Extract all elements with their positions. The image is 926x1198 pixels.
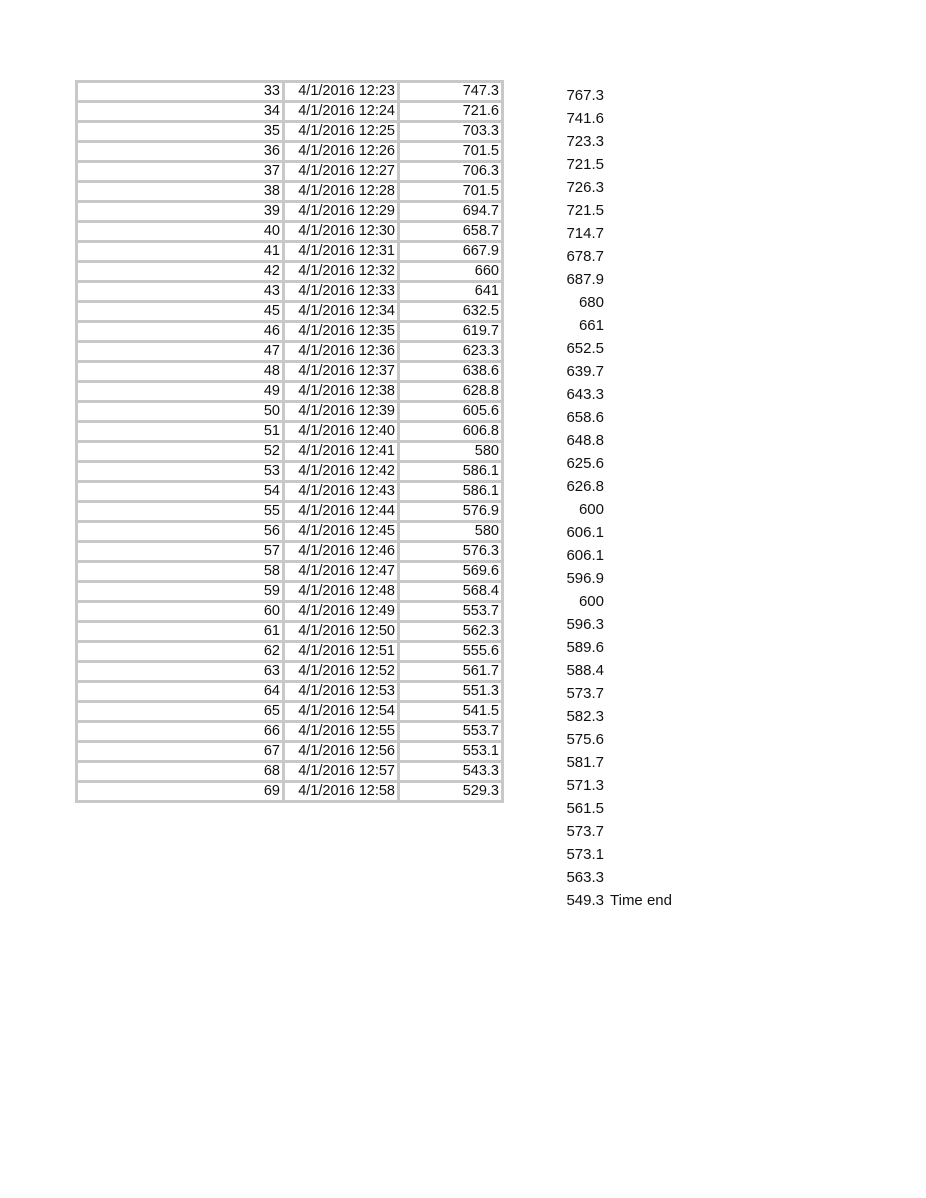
timestamp-cell: 4/1/2016 12:57 [284, 762, 399, 782]
adjusted-row [566, 682, 672, 705]
row-id-cell: 48 [77, 362, 284, 382]
adjusted-row [566, 84, 672, 107]
data-table [75, 80, 504, 803]
adjusted-value: 687.9 [566, 271, 604, 288]
value-cell: 529.3 [399, 782, 503, 802]
row-id-cell: 42 [77, 262, 284, 282]
adjusted-row [566, 314, 672, 337]
timestamp-cell: 4/1/2016 12:30 [284, 222, 399, 242]
adjusted-value: 596.9 [566, 570, 604, 587]
table-row [77, 382, 503, 402]
value-cell: 568.4 [399, 582, 503, 602]
adjusted-value: 581.7 [566, 754, 604, 771]
value-cell: 576.9 [399, 502, 503, 522]
adjusted-value: 573.7 [566, 685, 604, 702]
row-id-cell: 58 [77, 562, 284, 582]
row-id-cell: 45 [77, 302, 284, 322]
timestamp-cell: 4/1/2016 12:49 [284, 602, 399, 622]
adjusted-value: 723.3 [566, 133, 604, 150]
adjusted-value: 626.8 [566, 478, 604, 495]
row-id-cell: 53 [77, 462, 284, 482]
adjusted-row [566, 774, 672, 797]
row-id-cell: 34 [77, 102, 284, 122]
adjusted-row [566, 636, 672, 659]
value-cell: 667.9 [399, 242, 503, 262]
adjusted-value: 573.7 [566, 823, 604, 840]
table-row [77, 642, 503, 662]
table-row [77, 442, 503, 462]
row-id-cell: 56 [77, 522, 284, 542]
adjusted-row [566, 383, 672, 406]
timestamp-cell: 4/1/2016 12:31 [284, 242, 399, 262]
adjusted-value: 726.3 [566, 179, 604, 196]
adjusted-value: 582.3 [566, 708, 604, 725]
row-id-cell: 41 [77, 242, 284, 262]
row-id-cell: 47 [77, 342, 284, 362]
adjusted-row [566, 820, 672, 843]
adjusted-row [566, 222, 672, 245]
value-cell: 553.7 [399, 602, 503, 622]
value-cell: 551.3 [399, 682, 503, 702]
timestamp-cell: 4/1/2016 12:39 [284, 402, 399, 422]
timestamp-cell: 4/1/2016 12:52 [284, 662, 399, 682]
value-cell: 562.3 [399, 622, 503, 642]
row-id-cell: 38 [77, 182, 284, 202]
adjusted-value: 588.4 [566, 662, 604, 679]
adjusted-row [566, 291, 672, 314]
row-id-cell: 57 [77, 542, 284, 562]
table-row [77, 602, 503, 622]
adjusted-value: 721.5 [566, 156, 604, 173]
adjusted-row [566, 475, 672, 498]
table-row [77, 542, 503, 562]
adjusted-row [566, 199, 672, 222]
timestamp-cell: 4/1/2016 12:48 [284, 582, 399, 602]
table-row [77, 402, 503, 422]
value-cell: 543.3 [399, 762, 503, 782]
timestamp-cell: 4/1/2016 12:58 [284, 782, 399, 802]
table-row [77, 222, 503, 242]
table-row [77, 562, 503, 582]
value-cell: 606.8 [399, 422, 503, 442]
adjusted-row [566, 705, 672, 728]
adjusted-row [566, 360, 672, 383]
row-id-cell: 35 [77, 122, 284, 142]
adjusted-value: 678.7 [566, 248, 604, 265]
adjusted-row [566, 544, 672, 567]
row-id-cell: 40 [77, 222, 284, 242]
value-cell: 553.1 [399, 742, 503, 762]
adjusted-value: 606.1 [566, 524, 604, 541]
table-row [77, 282, 503, 302]
value-cell: 619.7 [399, 322, 503, 342]
adjusted-row [566, 843, 672, 866]
value-cell: 605.6 [399, 402, 503, 422]
table-row [77, 502, 503, 522]
value-cell: 706.3 [399, 162, 503, 182]
table-row [77, 342, 503, 362]
timestamp-cell: 4/1/2016 12:25 [284, 122, 399, 142]
table-row [77, 242, 503, 262]
table-row [77, 202, 503, 222]
adjusted-value: 658.6 [566, 409, 604, 426]
adjusted-value: 549.3 [566, 892, 604, 909]
row-id-cell: 55 [77, 502, 284, 522]
table-row [77, 142, 503, 162]
row-id-cell: 59 [77, 582, 284, 602]
timestamp-cell: 4/1/2016 12:46 [284, 542, 399, 562]
value-cell: 586.1 [399, 462, 503, 482]
adjusted-row [566, 659, 672, 682]
adjusted-row [566, 130, 672, 153]
timestamp-cell: 4/1/2016 12:33 [284, 282, 399, 302]
timestamp-cell: 4/1/2016 12:40 [284, 422, 399, 442]
adjusted-value: 680 [578, 294, 604, 311]
adjusted-row [566, 797, 672, 820]
adjusted-value: 575.6 [566, 731, 604, 748]
value-cell: 541.5 [399, 702, 503, 722]
adjusted-value: 643.3 [566, 386, 604, 403]
timestamp-cell: 4/1/2016 12:26 [284, 142, 399, 162]
adjusted-values-column [566, 84, 672, 912]
timestamp-cell: 4/1/2016 12:23 [284, 82, 399, 102]
adjusted-value: 639.7 [566, 363, 604, 380]
row-id-cell: 67 [77, 742, 284, 762]
adjusted-value: 652.5 [566, 340, 604, 357]
adjusted-row [566, 866, 672, 889]
timestamp-cell: 4/1/2016 12:47 [284, 562, 399, 582]
table-row [77, 522, 503, 542]
adjusted-value: 741.6 [566, 110, 604, 127]
table-row [77, 722, 503, 742]
table-row [77, 362, 503, 382]
value-cell: 586.1 [399, 482, 503, 502]
table-row [77, 82, 503, 102]
row-id-cell: 36 [77, 142, 284, 162]
table-row [77, 182, 503, 202]
value-cell: 747.3 [399, 82, 503, 102]
table-row [77, 742, 503, 762]
table-row [77, 762, 503, 782]
adjusted-value: 600 [578, 593, 604, 610]
row-id-cell: 37 [77, 162, 284, 182]
adjusted-value: 661 [578, 317, 604, 334]
row-id-cell: 64 [77, 682, 284, 702]
adjusted-row [566, 429, 672, 452]
timestamp-cell: 4/1/2016 12:50 [284, 622, 399, 642]
row-id-cell: 49 [77, 382, 284, 402]
timestamp-cell: 4/1/2016 12:42 [284, 462, 399, 482]
table-row [77, 162, 503, 182]
row-id-cell: 54 [77, 482, 284, 502]
timestamp-cell: 4/1/2016 12:27 [284, 162, 399, 182]
timestamp-cell: 4/1/2016 12:44 [284, 502, 399, 522]
adjusted-value: 596.3 [566, 616, 604, 633]
row-id-cell: 50 [77, 402, 284, 422]
table-row [77, 302, 503, 322]
row-id-cell: 66 [77, 722, 284, 742]
table-row [77, 462, 503, 482]
table-row [77, 702, 503, 722]
table-row [77, 262, 503, 282]
adjusted-value: 600 [578, 501, 604, 518]
adjusted-value: 714.7 [566, 225, 604, 242]
row-id-cell: 33 [77, 82, 284, 102]
timestamp-cell: 4/1/2016 12:43 [284, 482, 399, 502]
adjusted-value: 767.3 [566, 87, 604, 104]
timestamp-cell: 4/1/2016 12:51 [284, 642, 399, 662]
table-row [77, 102, 503, 122]
value-cell: 555.6 [399, 642, 503, 662]
adjusted-value: 625.6 [566, 455, 604, 472]
adjusted-value: 648.8 [566, 432, 604, 449]
value-cell: 721.6 [399, 102, 503, 122]
adjusted-value: 573.1 [566, 846, 604, 863]
timestamp-cell: 4/1/2016 12:24 [284, 102, 399, 122]
adjusted-row [566, 613, 672, 636]
adjusted-row [566, 452, 672, 475]
adjusted-value: 563.3 [566, 869, 604, 886]
timestamp-cell: 4/1/2016 12:29 [284, 202, 399, 222]
value-cell: 701.5 [399, 182, 503, 202]
adjusted-value: 571.3 [566, 777, 604, 794]
row-id-cell: 46 [77, 322, 284, 342]
adjusted-row [566, 337, 672, 360]
adjusted-value: 721.5 [566, 202, 604, 219]
table-row [77, 422, 503, 442]
timestamp-cell: 4/1/2016 12:54 [284, 702, 399, 722]
adjusted-row [566, 153, 672, 176]
row-id-cell: 52 [77, 442, 284, 462]
adjusted-row [566, 889, 672, 912]
row-id-cell: 65 [77, 702, 284, 722]
row-id-cell: 51 [77, 422, 284, 442]
table-row [77, 482, 503, 502]
value-cell: 638.6 [399, 362, 503, 382]
value-cell: 580 [399, 442, 503, 462]
timestamp-cell: 4/1/2016 12:36 [284, 342, 399, 362]
timestamp-cell: 4/1/2016 12:53 [284, 682, 399, 702]
timestamp-cell: 4/1/2016 12:55 [284, 722, 399, 742]
value-cell: 703.3 [399, 122, 503, 142]
adjusted-value: 589.6 [566, 639, 604, 656]
timestamp-cell: 4/1/2016 12:34 [284, 302, 399, 322]
value-cell: 576.3 [399, 542, 503, 562]
row-id-cell: 62 [77, 642, 284, 662]
timestamp-cell: 4/1/2016 12:38 [284, 382, 399, 402]
value-cell: 632.5 [399, 302, 503, 322]
adjusted-row [566, 728, 672, 751]
adjusted-row [566, 751, 672, 774]
value-cell: 553.7 [399, 722, 503, 742]
row-id-cell: 63 [77, 662, 284, 682]
row-id-cell: 69 [77, 782, 284, 802]
adjusted-value: 606.1 [566, 547, 604, 564]
data-table-body [77, 82, 503, 802]
adjusted-row [566, 107, 672, 130]
value-cell: 569.6 [399, 562, 503, 582]
value-cell: 623.3 [399, 342, 503, 362]
adjusted-row [566, 176, 672, 199]
adjusted-row [566, 498, 672, 521]
timestamp-cell: 4/1/2016 12:45 [284, 522, 399, 542]
table-row [77, 122, 503, 142]
row-id-cell: 39 [77, 202, 284, 222]
adjusted-value: 561.5 [566, 800, 604, 817]
timestamp-cell: 4/1/2016 12:32 [284, 262, 399, 282]
row-id-cell: 43 [77, 282, 284, 302]
table-row [77, 662, 503, 682]
adjusted-row [566, 406, 672, 429]
row-id-cell: 60 [77, 602, 284, 622]
adjusted-row [566, 590, 672, 613]
adjusted-row [566, 245, 672, 268]
adjusted-row [566, 521, 672, 544]
table-row [77, 622, 503, 642]
table-row [77, 682, 503, 702]
timestamp-cell: 4/1/2016 12:37 [284, 362, 399, 382]
timestamp-cell: 4/1/2016 12:41 [284, 442, 399, 462]
value-cell: 694.7 [399, 202, 503, 222]
table-row [77, 322, 503, 342]
row-id-cell: 61 [77, 622, 284, 642]
row-id-cell: 68 [77, 762, 284, 782]
value-cell: 660 [399, 262, 503, 282]
timestamp-cell: 4/1/2016 12:28 [284, 182, 399, 202]
row-note: Time end [610, 892, 672, 909]
adjusted-row [566, 268, 672, 291]
value-cell: 580 [399, 522, 503, 542]
value-cell: 641 [399, 282, 503, 302]
adjusted-row [566, 567, 672, 590]
value-cell: 561.7 [399, 662, 503, 682]
value-cell: 658.7 [399, 222, 503, 242]
value-cell: 701.5 [399, 142, 503, 162]
value-cell: 628.8 [399, 382, 503, 402]
timestamp-cell: 4/1/2016 12:35 [284, 322, 399, 342]
table-row [77, 782, 503, 802]
table-row [77, 582, 503, 602]
timestamp-cell: 4/1/2016 12:56 [284, 742, 399, 762]
